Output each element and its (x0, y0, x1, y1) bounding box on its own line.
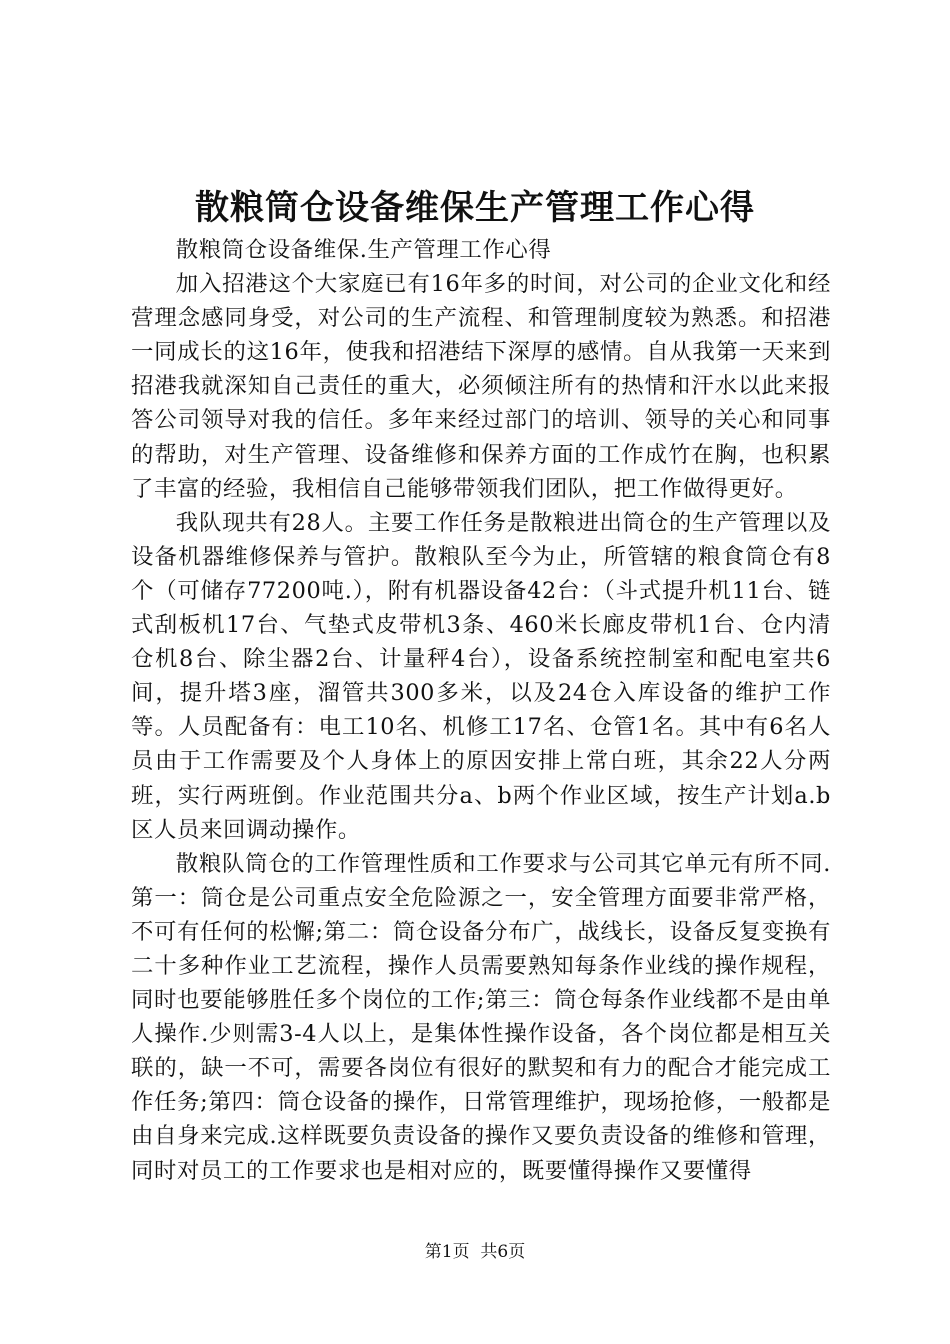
paragraph-subtitle: 散粮筒仓设备维保.生产管理工作心得 (175, 237, 552, 263)
document-title: 散粮筒仓设备维保生产管理工作心得 (195, 188, 755, 228)
page-number: 第1页 (424, 1242, 470, 1262)
document-body (131, 233, 831, 1188)
paragraph-team: 我队现共有28人。主要工作任务是散粮进出筒仓的生产管理以及设备机器维修保养与管护。散粮队至今为止，所管辖的粮食筒仓有8个（可储存77200吨.），附有机器设备42台：（斗式提升机11台、链式刮板机17台、气垫式皮带机3条、460米长廊皮带机1台、仓内清仓机8台、除尘器2台、计量秤4台），设备系统控制室和配电室共6间，提升塔3座，溜管共300多米，以及24仓入库设备的维护工作等。人员配备有：电工10名、机修工17名、仓管1名。其中有6名人员由于工作需要及个人身体上的原因安排上常白班，其余22人分两班，实行两班倒。作业范围共分a、b两个作业区域，按生产计划a.b区人员来回调动操作。 (131, 509, 831, 843)
page-footer (0, 1240, 950, 1264)
paragraph-intro: 加入招港这个大家庭已有16年多的时间，对公司的企业文化和经营理念感同身受，对公司的生产流程、和管理制度较为熟悉。和招港一同成长的这16年，使我和招港结下深厚的感情。自从我第一天来到招港我就深知自己责任的重大，必须倾注所有的热情和汗水以此来报答公司领导对我的信任。多年来经过部门的培训、领导的关心和同事的帮助，对生产管理、设备维修和保养方面的工作成竹在胸，也积累了丰富的经验，我相信自己能够带领我们团队，把工作做得更好。 (131, 271, 831, 502)
paragraph-management: 散粮队筒仓的工作管理性质和工作要求与公司其它单元有所不同.第一：筒仓是公司重点安全危险源之一，安全管理方面要非常严格，不可有任何的松懈;第二：筒仓设备分布广，战线长，设备反复变换有二十多种作业工艺流程，操作人员需要熟知每条作业线的操作规程，同时也要能够胜任多个岗位的工作;第三：筒仓每条作业线都不是由单人操作.少则需3-4人以上，是集体性操作设备，各个岗位都是相互关联的，缺一不可，需要各岗位有很好的默契和有力的配合才能完成工作任务;第四：筒仓设备的操作，日常管理维护，现场抢修，一般都是由自身来完成.这样既要负责设备的操作又要负责设备的维修和管理，同时对员工的工作要求也是相对应的，既要懂得操作又要懂得 (131, 850, 831, 1184)
page-total: 共6页 (480, 1242, 526, 1262)
